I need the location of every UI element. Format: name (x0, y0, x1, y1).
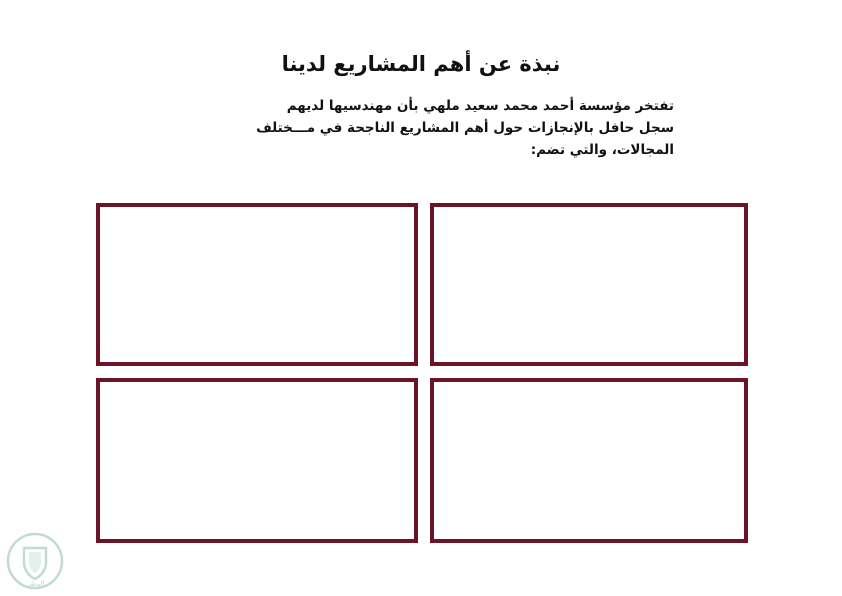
image-placeholder-bottom-left[interactable] (96, 378, 418, 543)
watermark-logo (6, 532, 64, 590)
intro-line-2: سجل حافل بالإنجازات حول أهم المشاريع الناجحة في مـــختلف (256, 119, 674, 136)
page-title: نبذة عن أهم المشاريع لدينا (281, 52, 561, 76)
watermark-label: الوطن (25, 580, 45, 588)
intro-line-3: المجالات، والتي تضم: (530, 141, 674, 158)
image-placeholder-top-right[interactable] (430, 203, 748, 366)
intro-paragraph (164, 96, 674, 162)
image-placeholder-top-left[interactable] (96, 203, 418, 366)
intro-line-1: تفتخر مؤسسة أحمد محمد سعيد ملهي بأن مهندسيها لديهم (286, 98, 674, 114)
image-placeholder-grid (96, 203, 748, 543)
image-placeholder-bottom-right[interactable] (430, 378, 748, 543)
